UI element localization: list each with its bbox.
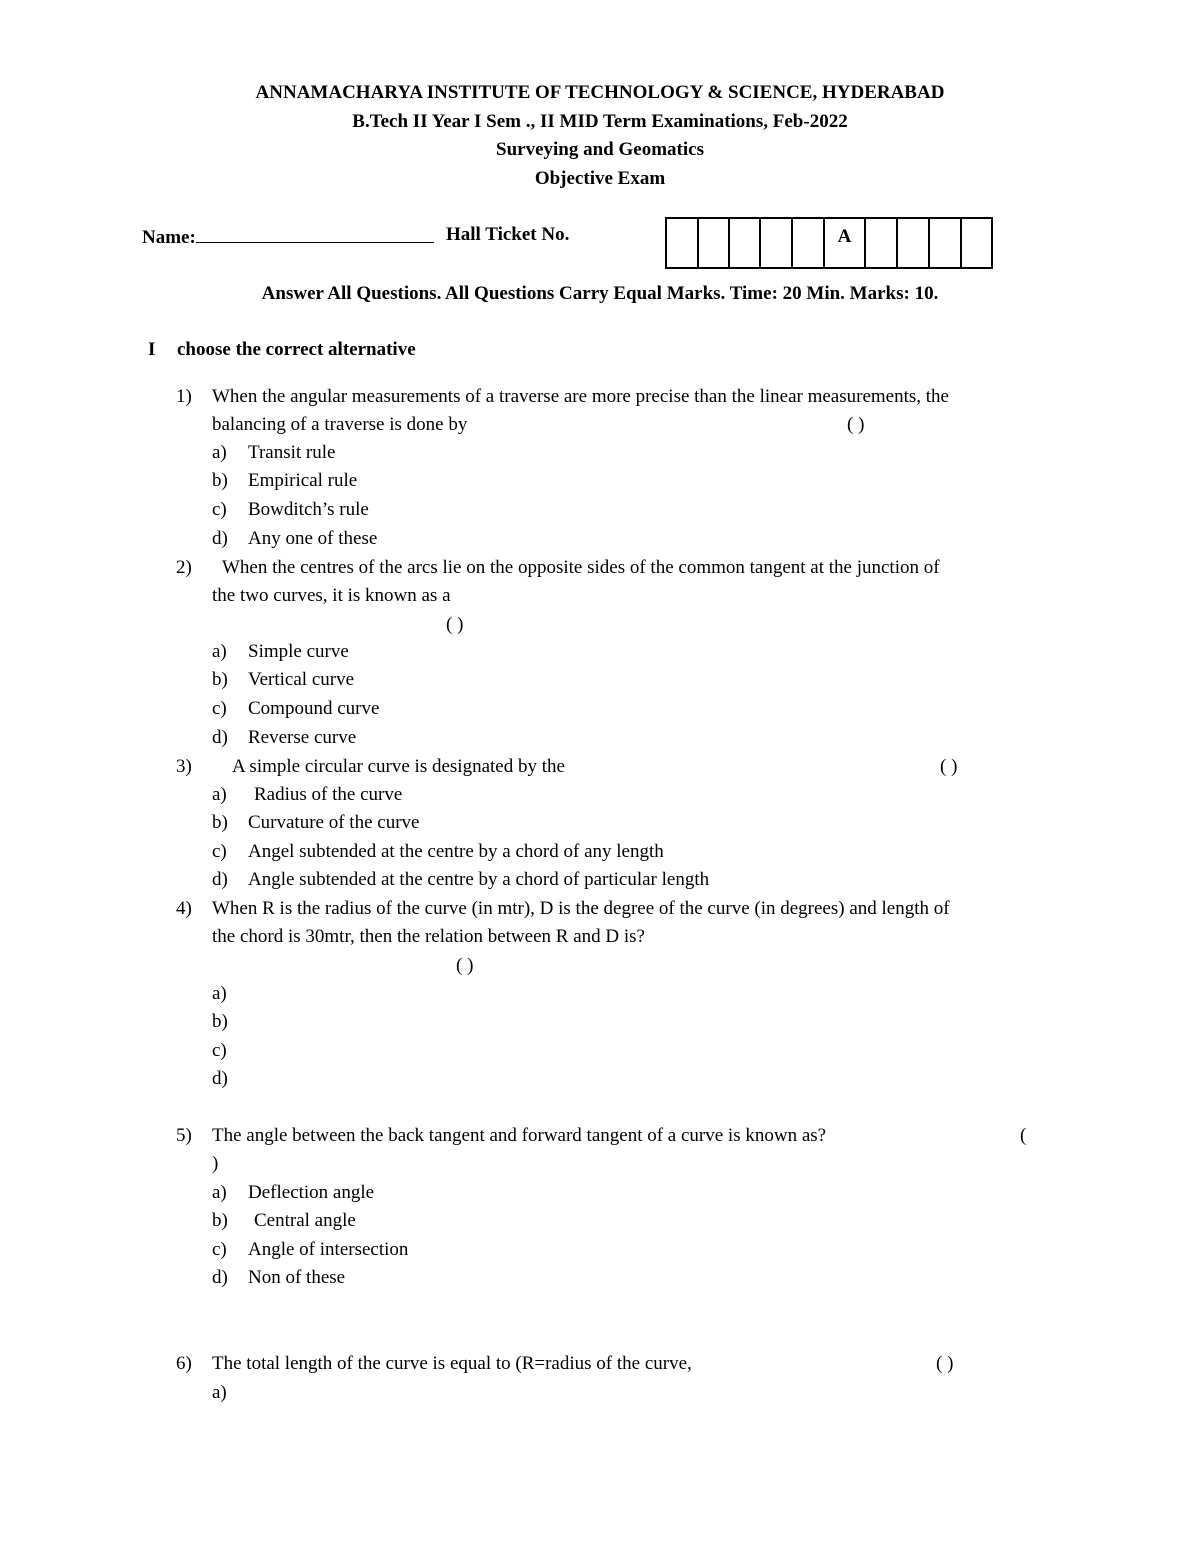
answer-bracket-open[interactable]: ( <box>1020 1125 1027 1146</box>
ticket-cell[interactable] <box>866 219 898 267</box>
option-letter: c) <box>212 499 227 520</box>
hall-ticket-label: Hall Ticket No. <box>446 224 570 245</box>
answer-bracket[interactable]: ( ) <box>446 614 464 635</box>
answer-bracket-close[interactable]: ) <box>212 1153 219 1174</box>
name-blank-line[interactable] <box>196 224 434 243</box>
question-text: When the centres of the arcs lie on the opposite sides of the common tangent at the junction of <box>222 557 940 578</box>
option-letter: a) <box>212 1182 227 1203</box>
option-letter: d) <box>212 1267 228 1288</box>
question-text-cont: balancing of a traverse is done by <box>212 414 468 435</box>
option-text: Vertical curve <box>248 669 355 690</box>
question-number: 3) <box>176 756 192 777</box>
option-text: Deflection angle <box>248 1182 375 1203</box>
option-text: Bowditch’s rule <box>248 499 369 520</box>
option-letter: d) <box>212 869 228 890</box>
option-letter: d) <box>212 1068 228 1089</box>
section-title: choose the correct alternative <box>177 339 416 360</box>
option-text: Simple curve <box>248 641 349 662</box>
exam-type-title: Objective Exam <box>534 168 666 189</box>
option-letter: a) <box>212 641 227 662</box>
ticket-cell[interactable] <box>930 219 962 267</box>
question-text-cont: the two curves, it is known as a <box>212 585 451 606</box>
instructions: Answer All Questions. All Questions Carry Equal Marks. Time: 20 Min. Marks: 10. <box>261 283 939 304</box>
name-label: Name: <box>142 227 196 248</box>
exam-title: B.Tech II Year I Sem ., II MID Term Examinations, Feb-2022 <box>352 111 848 132</box>
question-number: 2) <box>176 557 192 578</box>
answer-bracket[interactable]: ( ) <box>936 1353 954 1374</box>
hall-ticket-boxes[interactable] <box>665 217 993 269</box>
name-field[interactable] <box>142 224 434 249</box>
option-letter: d) <box>212 727 228 748</box>
ticket-cell[interactable] <box>730 219 761 267</box>
question-text: When R is the radius of the curve (in mtr), D is the degree of the curve (in degrees) and length of <box>212 898 950 919</box>
answer-bracket[interactable]: ( ) <box>847 414 865 435</box>
option-letter: c) <box>212 1239 227 1260</box>
option-text: Empirical rule <box>248 470 358 491</box>
ticket-cell[interactable] <box>667 219 699 267</box>
option-letter: b) <box>212 812 228 833</box>
option-letter: a) <box>212 442 227 463</box>
option-letter: a) <box>212 784 227 805</box>
option-letter: b) <box>212 1011 228 1032</box>
option-text: Radius of the curve <box>254 784 403 805</box>
option-text: Compound curve <box>248 698 380 719</box>
ticket-cell[interactable] <box>898 219 930 267</box>
question-text: The total length of the curve is equal to (R=radius of the curve, <box>212 1353 692 1374</box>
option-letter: c) <box>212 698 227 719</box>
option-text: Transit rule <box>248 442 336 463</box>
section-number: I <box>148 339 156 360</box>
question-text: A simple circular curve is designated by the <box>232 756 565 777</box>
ticket-cell[interactable] <box>761 219 793 267</box>
option-letter: a) <box>212 1382 227 1403</box>
option-text: Angel subtended at the centre by a chord of any length <box>248 841 664 862</box>
option-letter: b) <box>212 470 228 491</box>
question-text-cont: the chord is 30mtr, then the relation between R and D is? <box>212 926 645 947</box>
option-letter: b) <box>212 669 228 690</box>
option-text: Any one of these <box>248 528 378 549</box>
option-letter: c) <box>212 841 227 862</box>
ticket-cell[interactable] <box>699 219 730 267</box>
question-number: 6) <box>176 1353 192 1374</box>
option-text: Curvature of the curve <box>248 812 420 833</box>
option-letter: c) <box>212 1040 227 1061</box>
option-text: Angle subtended at the centre by a chord of particular length <box>248 869 710 890</box>
ticket-cell[interactable]: A <box>825 219 866 267</box>
institute-title: ANNAMACHARYA INSTITUTE OF TECHNOLOGY & SCIENCE, HYDERABAD <box>255 82 945 103</box>
option-text: Central angle <box>254 1210 356 1231</box>
option-text: Reverse curve <box>248 727 357 748</box>
question-number: 4) <box>176 898 192 919</box>
question-text: The angle between the back tangent and forward tangent of a curve is known as? <box>212 1125 827 1146</box>
question-number: 1) <box>176 386 192 407</box>
option-letter: d) <box>212 528 228 549</box>
option-text: Non of these <box>248 1267 346 1288</box>
option-text: Angle of intersection <box>248 1239 409 1260</box>
question-number: 5) <box>176 1125 192 1146</box>
ticket-cell[interactable] <box>793 219 825 267</box>
option-letter: b) <box>212 1210 228 1231</box>
answer-bracket[interactable]: ( ) <box>456 955 474 976</box>
ticket-cell[interactable] <box>962 219 991 267</box>
question-text: When the angular measurements of a traverse are more precise than the linear measurements, the <box>212 386 949 407</box>
option-letter: a) <box>212 983 227 1004</box>
answer-bracket[interactable]: ( ) <box>940 756 958 777</box>
subject-title: Surveying and Geomatics <box>496 139 704 160</box>
